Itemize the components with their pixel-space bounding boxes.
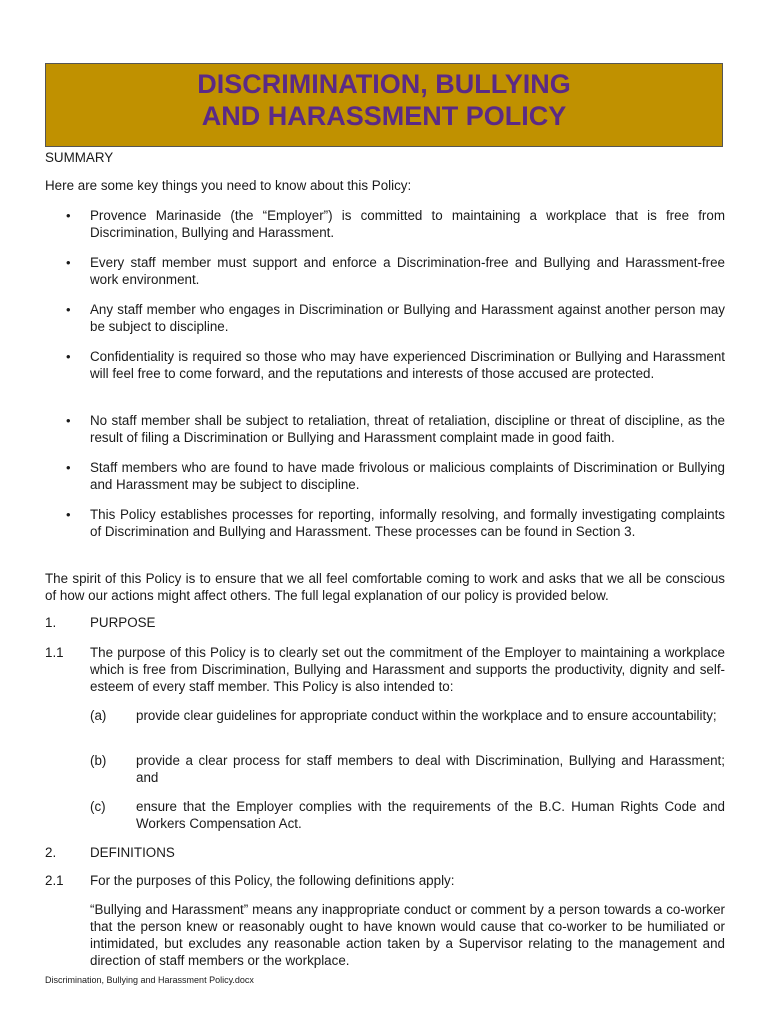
bullet-marker: • bbox=[66, 460, 71, 475]
item-b-text: provide a clear process for staff members to deal with Discrimination, Bullying and Harassment; and bbox=[136, 753, 725, 785]
item-c-text: ensure that the Employer complies with the requirements of the B.C. Human Rights Code and Workers Compensation Act. bbox=[136, 799, 725, 831]
section-2-1-number: 2.1 bbox=[45, 873, 64, 888]
definition-bullying: “Bullying and Harassment” means any inappropriate conduct or comment by a person towards a co-worker that the person knew or reasonably ought to have known would cause that co-worker to be humiliated or intimidated, but excludes any reasonable action taken by a Supervisor relating to the management and direction of staff members or the workplace. bbox=[90, 902, 725, 968]
section-1-heading: PURPOSE bbox=[90, 615, 156, 630]
item-b-label: (b) bbox=[90, 753, 107, 768]
title-banner bbox=[45, 63, 723, 147]
spirit-paragraph: The spirit of this Policy is to ensure that we all feel comfortable coming to work and asks that we all be conscious of how our actions might affect others. The full legal explanation of our policy is provided below. bbox=[45, 571, 725, 603]
title-line-1: DISCRIMINATION, BULLYING bbox=[197, 69, 571, 99]
bullet-marker: • bbox=[66, 507, 71, 522]
section-2-number: 2. bbox=[45, 845, 57, 860]
section-2-1-text: For the purposes of this Policy, the following definitions apply: bbox=[90, 873, 455, 888]
item-c-label: (c) bbox=[90, 799, 106, 814]
section-2-heading: DEFINITIONS bbox=[90, 845, 175, 860]
document-footer: Discrimination, Bullying and Harassment Policy.docx bbox=[45, 975, 254, 985]
item-a-text: provide clear guidelines for appropriate conduct within the workplace and to ensure accountability; bbox=[136, 708, 717, 723]
bullet-item: This Policy establishes processes for reporting, informally resolving, and formally investigating complaints of Discrimination and Bullying and Harassment. These processes can be found in Section 3. bbox=[90, 507, 725, 539]
bullet-item: Provence Marinaside (the “Employer”) is committed to maintaining a workplace that is free from Discrimination, Bullying and Harassment. bbox=[90, 208, 725, 240]
bullet-marker: • bbox=[66, 255, 71, 270]
summary-intro: Here are some key things you need to know about this Policy: bbox=[45, 178, 412, 193]
bullet-marker: • bbox=[66, 413, 71, 428]
title-line-2: AND HARASSMENT POLICY bbox=[201, 101, 567, 131]
section-1-1-text: The purpose of this Policy is to clearly set out the commitment of the Employer to maintaining a workplace which is free from Discrimination, Bullying and Harassment and supports the productivity, dignity and self-esteem of every staff member. This Policy is also intended to: bbox=[90, 645, 725, 694]
section-1-1-number: 1.1 bbox=[45, 645, 64, 660]
bullet-item: Any staff member who engages in Discrimination or Bullying and Harassment against another person may be subject to discipline. bbox=[90, 302, 725, 334]
summary-heading: SUMMARY bbox=[45, 150, 114, 165]
bullet-marker: • bbox=[66, 302, 71, 317]
bullet-item: Staff members who are found to have made frivolous or malicious complaints of Discrimination or Bullying and Harassment may be subject to discipline. bbox=[90, 460, 725, 492]
section-1-number: 1. bbox=[45, 615, 57, 630]
bullet-marker: • bbox=[66, 349, 71, 364]
bullet-marker: • bbox=[66, 208, 71, 223]
bullet-item: Confidentiality is required so those who may have experienced Discrimination or Bullying and Harassment will feel free to come forward, and the reputations and interests of those accused are protected. bbox=[90, 349, 725, 381]
item-a-label: (a) bbox=[90, 708, 107, 723]
bullet-item: Every staff member must support and enforce a Discrimination-free and Bullying and Harassment-free work environment. bbox=[90, 255, 725, 287]
bullet-item: No staff member shall be subject to retaliation, threat of retaliation, discipline or threat of discipline, as the result of filing a Discrimination or Bullying and Harassment complaint made in good faith. bbox=[90, 413, 725, 445]
